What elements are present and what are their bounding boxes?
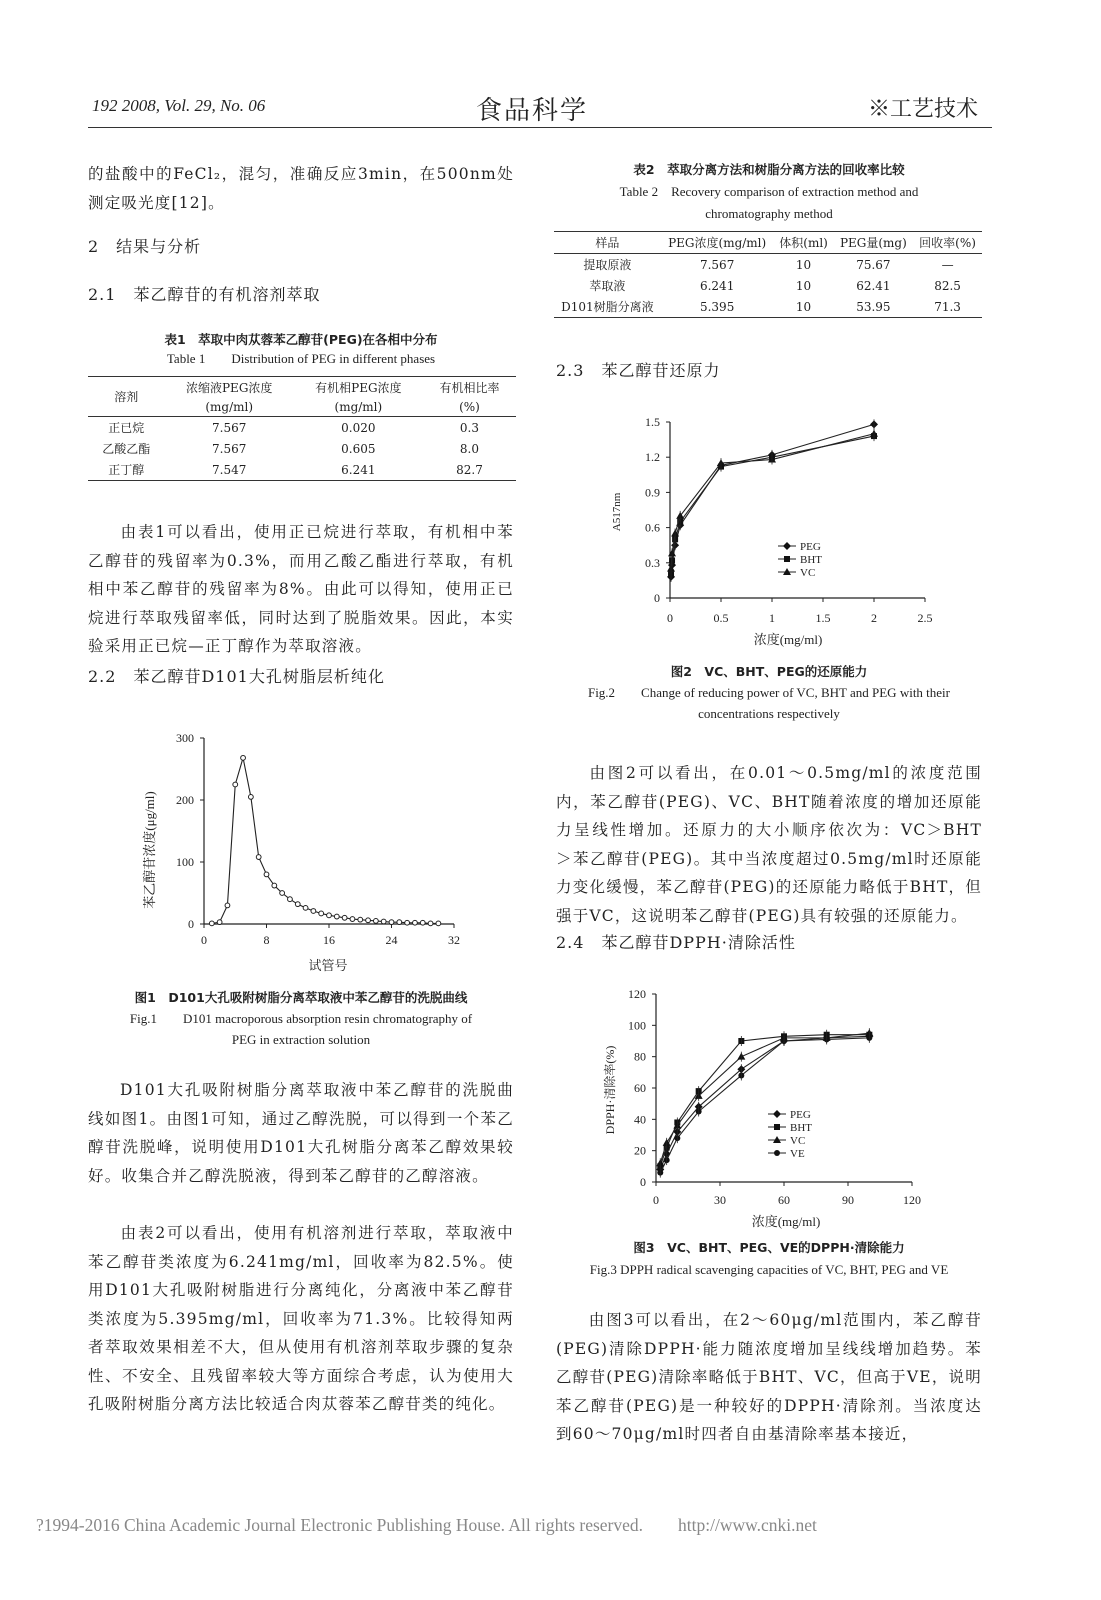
series-line — [212, 758, 439, 924]
y-tick-label: 80 — [634, 1049, 646, 1064]
table-cell: D101树脂分离液 — [561, 300, 654, 314]
data-point — [288, 897, 293, 902]
y-tick-label: 40 — [634, 1112, 646, 1127]
y-axis-label: A517nm — [611, 492, 623, 532]
section-heading-2-4: 2.4 苯乙醇苷DPPH·清除活性 — [556, 933, 796, 952]
table-cell: 0.605 — [341, 441, 376, 456]
x-tick-label: 32 — [448, 933, 460, 947]
data-point — [436, 921, 441, 926]
table-cell: 正已烷 — [108, 421, 145, 435]
table-cell: 62.41 — [856, 278, 891, 293]
table-cell: 5.395 — [699, 299, 735, 314]
legend-label: BHT — [800, 554, 822, 566]
table-cell: 0.020 — [341, 420, 376, 435]
figure1-caption-en-2: PEG in extraction solution — [231, 1032, 371, 1047]
y-axis-label: DPPH·清除率(%) — [603, 1045, 617, 1135]
x-tick-label: 0.5 — [713, 611, 729, 625]
table2-caption-en-2: chromatography method — [705, 206, 833, 221]
figure1-caption-cn: 图1 D101大孔吸附树脂分离萃取液中苯乙醇苷的洗脱曲线 — [134, 990, 468, 1005]
table-cell: 10 — [795, 278, 812, 293]
table-cell: 10 — [795, 257, 812, 272]
y-tick-label: 0.3 — [645, 555, 660, 570]
table-cell: 10 — [795, 299, 812, 314]
figure-1-chart — [120, 722, 500, 982]
data-point — [389, 920, 394, 925]
table-cell: 71.3 — [934, 299, 961, 314]
table-cell: 82.7 — [456, 462, 483, 477]
figure3-caption-cn: 图3 VC、BHT、PEG、VE的DPPH·清除能力 — [633, 1240, 905, 1255]
data-point — [773, 1110, 781, 1118]
x-tick-label: 1.5 — [815, 611, 831, 625]
table-cell: 0.3 — [459, 420, 480, 435]
table-header-row — [554, 232, 982, 254]
y-tick-label: 0 — [654, 591, 660, 605]
section-heading-2: 2 结果与分析 — [88, 237, 202, 256]
y-tick-label: 0.9 — [645, 485, 660, 500]
data-point — [327, 913, 332, 918]
table-row — [88, 438, 516, 459]
table-header: PEG浓度(mg/ml) — [661, 232, 774, 254]
series-line — [671, 424, 874, 577]
table-cell: — — [941, 257, 954, 272]
data-point — [783, 542, 791, 550]
figure-3-chart — [596, 982, 936, 1232]
series-line — [660, 1035, 869, 1167]
data-point — [272, 883, 277, 888]
data-point — [319, 911, 324, 916]
x-tick-label: 1 — [769, 611, 775, 625]
series-line — [660, 1033, 869, 1163]
table-row — [88, 459, 516, 481]
x-tick-label: 90 — [842, 1193, 854, 1207]
data-point — [334, 914, 339, 919]
x-tick-label: 8 — [263, 933, 270, 947]
table-header: PEG量(mg) — [834, 232, 914, 254]
paragraph-2-text: 由表1可以看出，使用正已烷进行萃取，有机相中苯乙醇苷的残留率为0.3%，而用乙酸乙酯进行萃取，有机相中苯乙醇苷的残留率为8%。由此可以得知，使用正已烷进行萃取残留率低，同时达到了脱脂效果。因此，本实验采用正已烷—正丁醇作为萃取溶液。 — [88, 523, 514, 655]
table-cell: 7.567 — [699, 257, 735, 272]
data-point — [295, 902, 300, 907]
y-tick-label: 300 — [176, 731, 194, 745]
table2-caption-cn: 表2 萃取分离方法和树脂分离方法的回收率比较 — [633, 162, 905, 177]
table-unit: (mg/ml) — [294, 398, 423, 417]
table1-caption-cn: 表1 萃取中肉苁蓉苯乙醇苷(PEG)在各相中分布 — [164, 332, 438, 347]
paragraph-4-text: 由表2可以看出，使用有机溶剂进行萃取，萃取液中苯乙醇苷类浓度为6.241mg/ml，回收率为82.5%。使用D101大孔吸附树脂进行分离纯化，分离液中苯乙醇苷类浓度为5.395mg/ml，回收率为71.3%。比较得知两者萃取效果相差不大，但从使用有机溶剂萃取步骤的复杂性、不安全、且残留率较大等方面综合考虑，认为使用大孔吸附树脂分离方法比较适合肉苁蓉苯乙醇苷类的纯化。 — [88, 1224, 514, 1413]
data-point — [428, 921, 433, 926]
paragraph-5-text: 由图2可以看出，在0.01～0.5mg/ml的浓度范围内，苯乙醇苷(PEG)、VC、BHT随着浓度的增加还原能力呈线性增加。还原力的大小顺序依次为：VC＞BHT ＞苯乙醇苷(PEG)。其中当浓度超过0.5mg/ml时还原能力变化缓慢，苯乙醇苷(PEG)的还原能力略低于BHT，但强于VC，这说明苯乙醇苷(PEG)具有较强的还原能力。 — [556, 764, 999, 925]
x-tick-label: 120 — [903, 1193, 921, 1207]
running-header-left: 192 2008, Vol. 29, No. 06 — [92, 96, 266, 115]
paragraph-6-text: 由图3可以看出，在2～60μg/ml范围内，苯乙醇苷(PEG)清除DPPH·能力随浓度增加呈线线增加趋势。苯乙醇苷(PEG)清除率略低于BHT、VC，但高于VE，说明苯乙醇苷(PEG)是一种较好的DPPH·清除剂。当浓度达到60～70μg/ml时四者自由基清除率基本接近， — [556, 1311, 982, 1443]
data-point — [420, 920, 425, 925]
data-point — [241, 755, 246, 760]
table-unit: (mg/ml) — [165, 398, 294, 417]
table-header: 有机相比率 — [439, 381, 500, 395]
table-cell: 7.567 — [212, 441, 247, 456]
x-axis-label: 浓度(mg/ml) — [751, 1214, 821, 1229]
paragraph-5 — [556, 759, 999, 930]
table-cell: 7.567 — [212, 420, 247, 435]
table-cell: 8.0 — [459, 441, 480, 456]
table-row — [554, 275, 982, 296]
paragraph-3-text: D101大孔吸附树脂分离萃取液中苯乙醇苷的洗脱曲线如图1。由图1可知，通过乙醇洗脱，可以得到一个苯乙醇苷洗脱峰，说明使用D101大孔树脂分离苯乙醇效果较好。收集合并乙醇洗脱液，得到苯乙醇苷的乙醇溶液。 — [88, 1081, 514, 1185]
x-tick-label: 0 — [653, 1193, 659, 1207]
section-heading-2-2: 2.2 苯乙醇苷D101大孔树脂层析纯化 — [88, 667, 385, 686]
legend-label: VC — [800, 567, 816, 579]
y-tick-label: 0 — [640, 1175, 646, 1189]
data-point — [311, 909, 316, 914]
table-header: 溶剂 — [88, 377, 165, 417]
table-cell: 7.547 — [212, 462, 247, 477]
figure2-caption-en-2: concentrations respectively — [698, 706, 840, 721]
y-tick-label: 0.6 — [645, 520, 660, 535]
y-tick-label: 1.5 — [645, 415, 660, 429]
legend-label: VE — [790, 1148, 805, 1160]
paragraph-2 — [88, 518, 514, 661]
data-point — [303, 905, 308, 910]
y-axis-label: 苯乙醇苷浓度(μg/ml) — [142, 791, 157, 909]
y-tick-label: 1.2 — [645, 450, 660, 465]
x-tick-label: 30 — [714, 1193, 726, 1207]
y-tick-label: 100 — [628, 1018, 646, 1033]
data-point — [405, 920, 410, 925]
section-heading-2-1: 2.1 苯乙醇苷的有机溶剂萃取 — [88, 285, 321, 304]
figure3-caption-en: Fig.3 DPPH radical scavenging capacities of VC, BHT, PEG and VE — [589, 1262, 949, 1277]
x-tick-label: 2 — [871, 611, 877, 625]
figure2-caption-en-1: Fig.2 Change of reducing power of VC, BHT and PEG with their — [587, 685, 951, 700]
data-point — [217, 920, 222, 925]
x-tick-label: 16 — [323, 933, 335, 947]
data-point — [381, 919, 386, 924]
paragraph-3 — [88, 1076, 514, 1190]
table-cell: 提取原液 — [583, 258, 632, 272]
table-cell: 6.241 — [699, 278, 735, 293]
y-tick-label: 100 — [176, 855, 194, 869]
x-axis-label: 浓度(mg/ml) — [753, 632, 823, 647]
data-point — [342, 915, 347, 920]
data-point — [225, 903, 230, 908]
table-row — [554, 296, 982, 318]
table-header: 回收率(%) — [913, 232, 982, 254]
table-header: 体积(ml) — [774, 232, 834, 254]
table-cell: 75.67 — [856, 257, 891, 272]
data-point — [358, 917, 363, 922]
figure1-caption-en-1: Fig.1 D101 macroporous absorption resin chromatography of — [129, 1011, 473, 1026]
table-cell: 正丁醇 — [108, 463, 145, 477]
data-point — [280, 891, 285, 896]
y-tick-label: 200 — [176, 793, 194, 807]
data-point — [373, 919, 378, 924]
data-point — [397, 920, 402, 925]
table-cell: 6.241 — [341, 462, 376, 477]
data-point — [248, 795, 253, 800]
table-unit: (%) — [423, 398, 516, 417]
section-heading-2-3: 2.3 苯乙醇苷还原力 — [556, 361, 721, 380]
journal-title: 食品科学 — [476, 96, 589, 126]
data-point — [413, 920, 418, 925]
table-row — [88, 417, 516, 439]
x-axis-label: 试管号 — [308, 958, 348, 973]
data-point — [233, 782, 238, 787]
data-point — [774, 1150, 780, 1156]
section-label: ※工艺技术 — [868, 97, 979, 122]
header-rule — [88, 127, 992, 128]
y-tick-label: 60 — [634, 1081, 646, 1095]
x-tick-label: 24 — [385, 933, 398, 947]
data-point — [256, 855, 261, 860]
table-1 — [88, 376, 516, 481]
paragraph-1: 的盐酸中的FeCl₂，混匀，准确反应3min，在500nm处测定吸光度[12]。 — [88, 165, 514, 212]
x-tick-label: 60 — [778, 1193, 790, 1207]
y-tick-label: 0 — [188, 917, 194, 931]
table-header: 浓缩液PEG浓度 — [185, 381, 273, 395]
data-point — [264, 872, 269, 877]
table-header-row — [88, 377, 516, 399]
data-point — [366, 918, 371, 923]
x-tick-label: 0 — [201, 933, 207, 947]
data-point — [774, 1124, 780, 1130]
legend-label: PEG — [800, 541, 821, 553]
x-tick-label: 2.5 — [917, 611, 933, 625]
y-tick-label: 120 — [628, 987, 646, 1001]
figure-2-chart — [600, 408, 950, 658]
table1-caption-en: Table 1 Distribution of PEG in different phases — [166, 351, 436, 366]
table2-caption-en-1: Table 2 Recovery comparison of extraction method and — [619, 184, 919, 199]
copyright-footer: ?1994-2016 China Academic Journal Electronic Publishing House. All rights reserved. http://www.cnki.net — [36, 1515, 817, 1535]
data-point — [784, 556, 790, 562]
paragraph-6 — [556, 1306, 982, 1449]
table-cell: 53.95 — [856, 299, 891, 314]
legend-label: BHT — [790, 1122, 812, 1134]
table-cell: 萃取液 — [589, 279, 626, 293]
table-header: 样品 — [554, 232, 661, 254]
x-tick-label: 0 — [667, 611, 673, 625]
table-cell: 82.5 — [934, 278, 961, 293]
table-header: 有机相PEG浓度 — [315, 381, 402, 395]
y-tick-label: 20 — [634, 1143, 646, 1158]
table-row — [554, 254, 982, 276]
paragraph-4 — [88, 1219, 514, 1419]
table-cell: 乙酸乙酯 — [102, 442, 151, 456]
table-2 — [554, 231, 982, 318]
data-point — [350, 917, 355, 922]
legend-label: VC — [790, 1135, 806, 1147]
figure2-caption-cn: 图2 VC、BHT、PEG的还原能力 — [670, 664, 868, 679]
data-point — [209, 921, 214, 926]
legend-label: PEG — [790, 1109, 811, 1121]
